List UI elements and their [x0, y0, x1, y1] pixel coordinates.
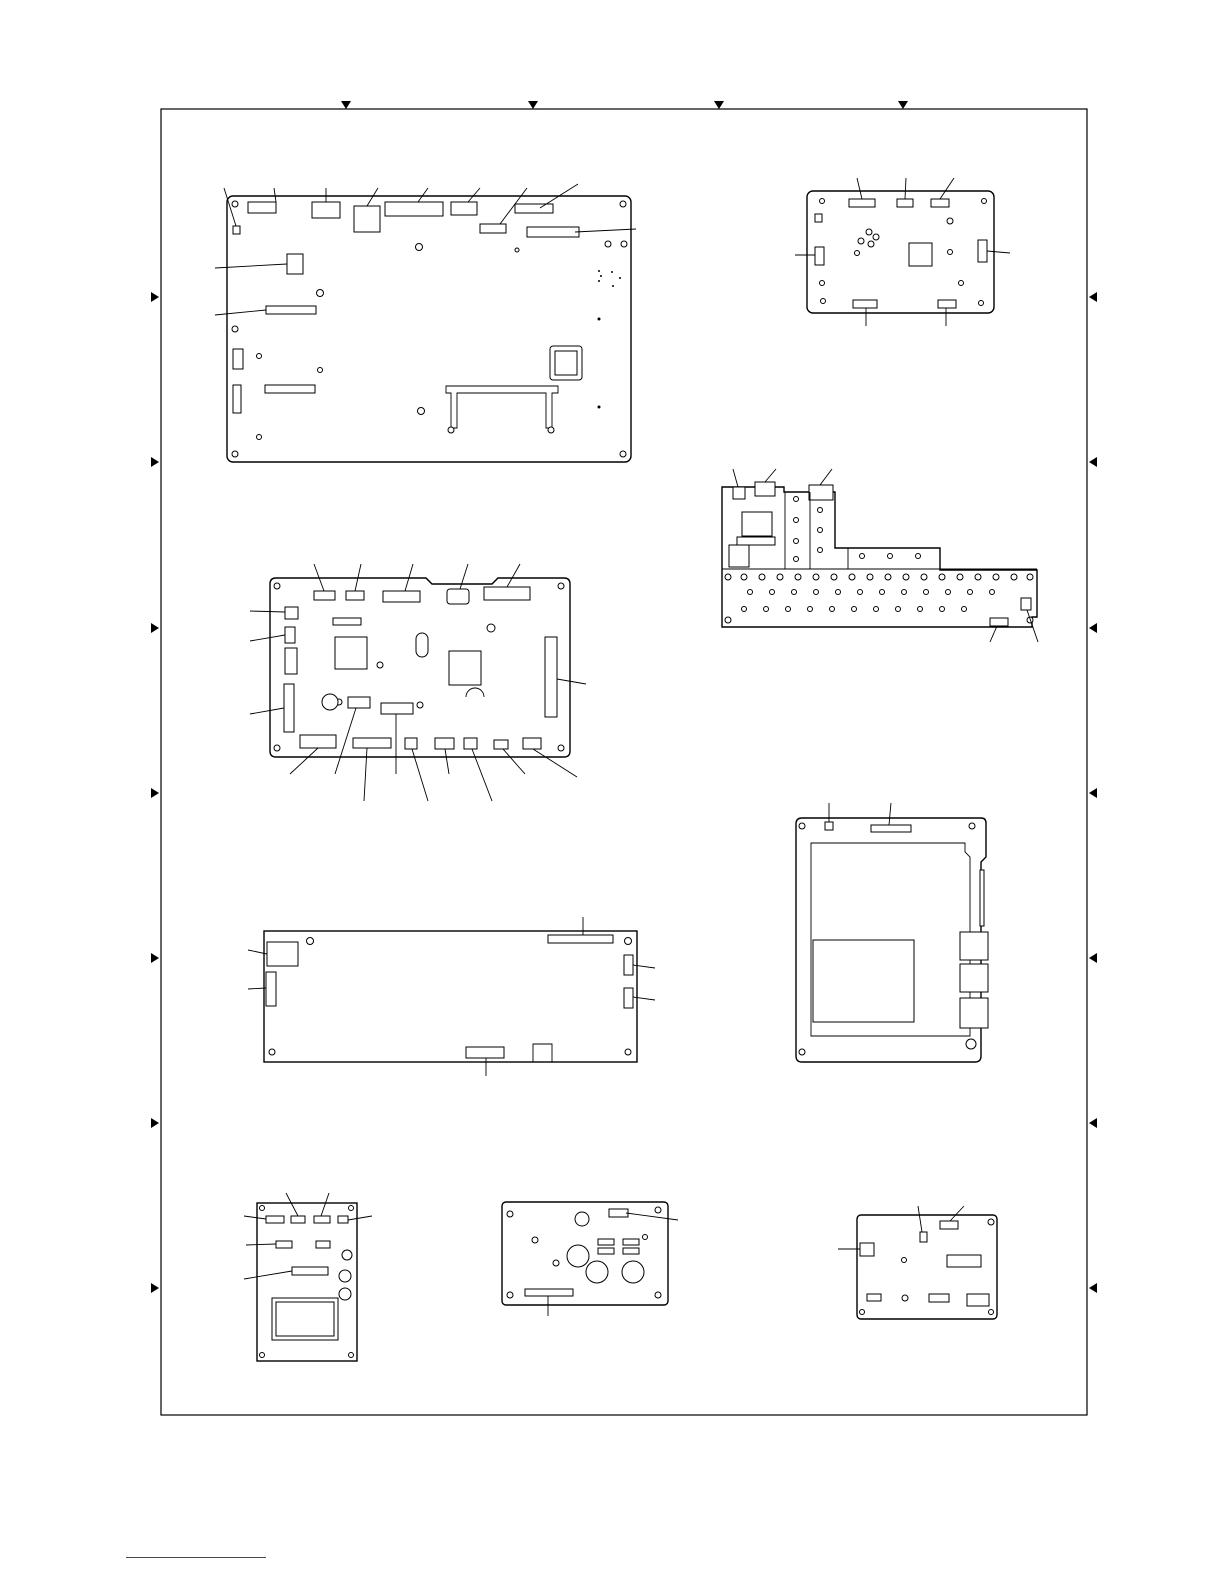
bottom-right-board [838, 1206, 997, 1319]
bottom-left-board [244, 1193, 372, 1361]
long-board [248, 917, 655, 1076]
connector-j1 [233, 226, 240, 234]
tuner-board [722, 469, 1038, 642]
connector-j9 [527, 227, 579, 237]
middle-left-board [250, 564, 586, 801]
connector-j7 [480, 224, 506, 233]
connector-j11 [266, 306, 316, 314]
right-grid-markers [1089, 292, 1097, 1293]
top-right-board [795, 178, 1010, 326]
footer-rule [126, 1557, 266, 1558]
connector-j5 [385, 202, 443, 216]
top-grid-markers [341, 101, 908, 109]
connector-j8 [515, 204, 553, 213]
connector-j4 [354, 206, 380, 232]
main-board [215, 184, 636, 462]
bottom-center-board [502, 1202, 678, 1316]
connector-j6 [451, 202, 477, 215]
av-board [796, 803, 988, 1062]
connector-j10 [287, 254, 303, 274]
left-grid-markers [151, 292, 159, 1293]
connector-j2 [248, 202, 276, 213]
connector-j3 [312, 202, 340, 218]
